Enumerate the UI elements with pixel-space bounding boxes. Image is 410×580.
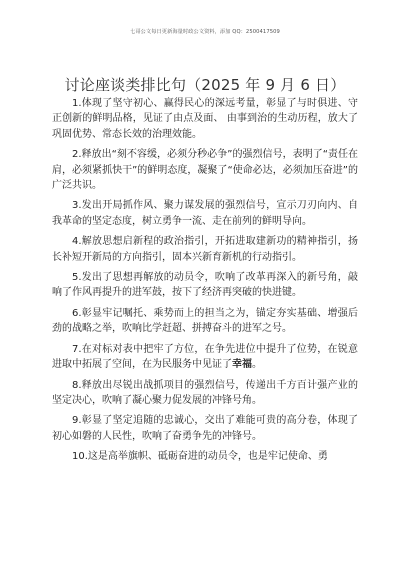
item-text: 体现了坚守初心、赢得民心的深远考量，彰显了与时俱进、守正创新的鲜明品格，见证了由点及面、 由事到治的生动历程，放大了巩固优势、常态长效的治理效能。 (52, 98, 358, 140)
list-item-9 (52, 413, 358, 444)
list-item-6 (52, 306, 358, 337)
item-text: 彰显牢记嘱托、乘势而上的担当之为，锚定夯实基础、增强后劲的战略之举，吹响比学赶超、拼搏奋斗的进军之号。 (52, 307, 358, 335)
item-number: 7. (72, 343, 82, 355)
list-item-2 (52, 147, 358, 193)
list-item-5 (52, 270, 358, 301)
list-item-1 (52, 96, 358, 142)
item-text-tail: 。 (252, 359, 262, 371)
item-number: 9. (72, 415, 82, 427)
list-item-10 (52, 449, 358, 464)
item-text: 发出了思想再解放的动员令，吹响了改革再深入的新号角，敲响了作风再提升的进军鼓，按下了经济再突破的快进键。 (52, 272, 358, 299)
item-text: 释放出“刻不容缓，必须分秒必争”的强烈信号，表明了“责任在肩，必须紧抓快干”的鲜明态度，凝聚了“使命必达，必须加压奋进”的广泛共识。 (52, 149, 358, 192)
item-number: 6. (72, 307, 82, 319)
item-text: 释放出尽锐出战抓项目的强烈信号，传递出千方百计强产业的坚定决心，吹响了凝心聚力促发展的冲锋号角。 (52, 379, 358, 406)
item-number: 3. (72, 200, 82, 212)
list-item-8 (52, 378, 358, 409)
item-text: 在对标对表中把牢了方位，在争先进位中提升了位势，在锐意进取中拓展了空间，在为民服务中见证了 (52, 343, 358, 371)
document-title: 讨论座谈类排比句（2025 年 9 月 6 日） (64, 76, 346, 94)
list-item-4 (52, 234, 358, 265)
item-number: 10. (72, 451, 88, 463)
item-bold-word: 幸福 (232, 359, 252, 371)
item-number: 2. (72, 149, 82, 161)
item-text: 彰显了坚定追随的忠诚心，交出了难能可贵的高分卷，体现了初心如磐的人民性，吹响了奋勇争先的冲锋号。 (52, 415, 358, 442)
item-number: 5. (72, 272, 82, 284)
list-item-7 (52, 342, 358, 373)
item-number: 1. (72, 98, 82, 109)
item-number: 8. (72, 379, 82, 391)
list-item-3 (52, 198, 358, 229)
header-note: 七哥公文每日更新海量时政公文资料，添加 QQ：2500417509 (130, 29, 280, 35)
item-text: 发出开局抓作风、聚力谋发展的强烈信号，宣示刀刃向内、自我革命的坚定态度，树立勇争一流、走在前列的鲜明导向。 (52, 200, 358, 227)
parallel-sentence-list (52, 96, 358, 470)
item-text: 这是高举旗帜、砥砺奋进的动员令，也是牢记使命、勇 (87, 451, 328, 463)
item-text: 解放思想启新程的政治指引，开拓进取建新功的精神指引，扬长补短开新局的方向指引，固本兴新育新机的行动指引。 (52, 236, 358, 263)
item-number: 4. (72, 236, 82, 248)
